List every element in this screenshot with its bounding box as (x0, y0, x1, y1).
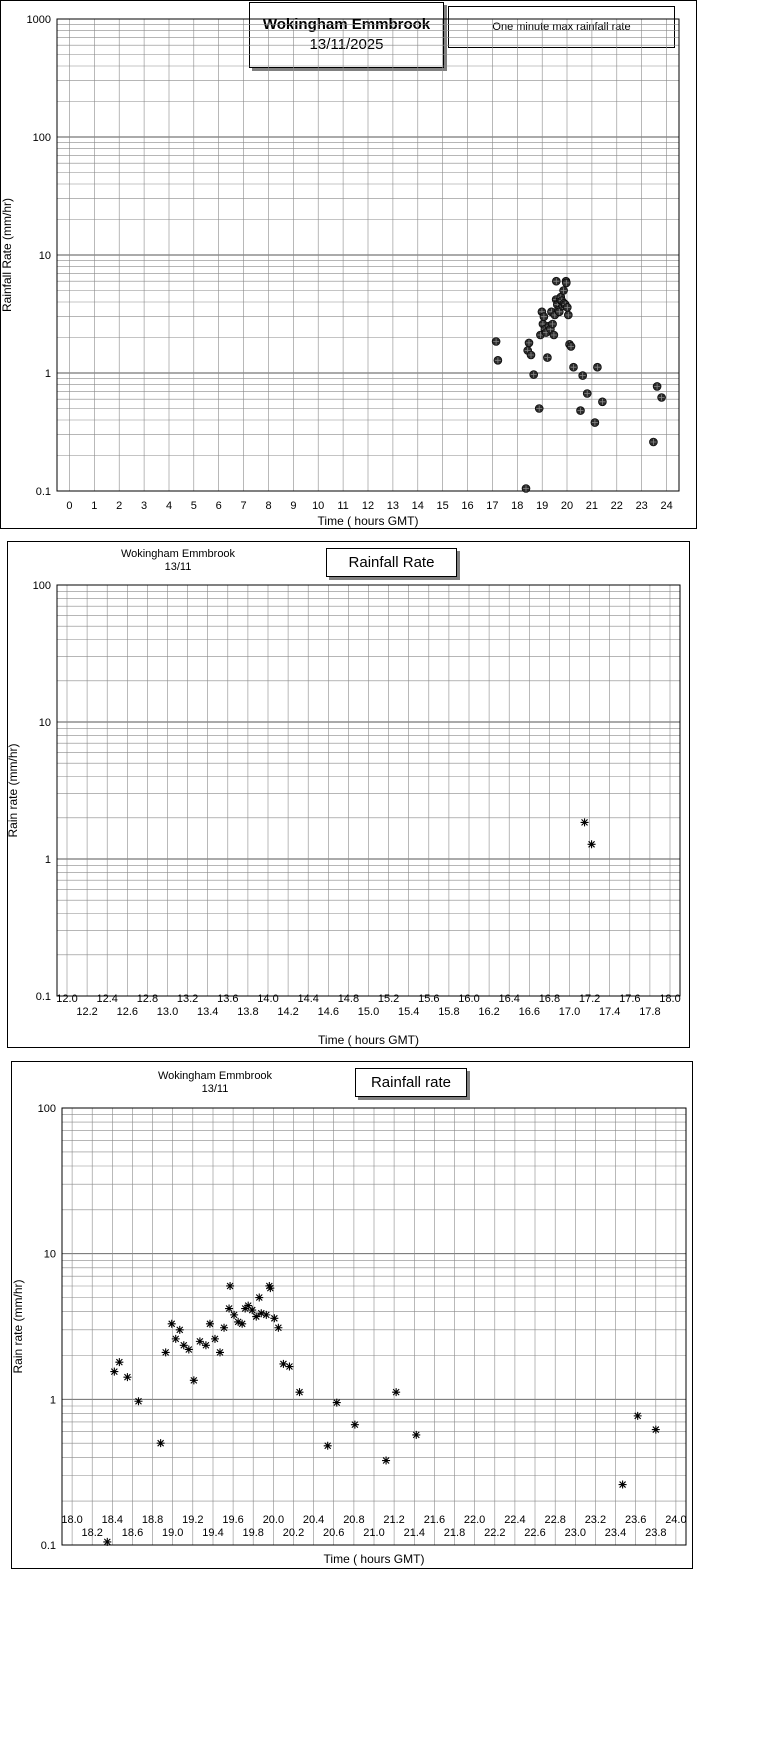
y-tick-label: 1000 (26, 14, 51, 26)
data-point (351, 1421, 359, 1429)
x-tick-label: 17.6 (619, 993, 641, 1005)
x-tick-label: 14.6 (317, 1006, 340, 1018)
x-tick-label: 13 (386, 500, 400, 512)
x-tick-label: 17.4 (598, 1006, 621, 1018)
data-point (103, 1538, 111, 1546)
chart-3-date: 13/11 (201, 1083, 229, 1095)
x-tick-label: 18.0 (61, 1514, 83, 1526)
data-point (123, 1373, 131, 1381)
x-tick-label: 3 (141, 500, 148, 512)
x-tick-label: 21.4 (403, 1527, 426, 1539)
data-point (270, 1314, 278, 1322)
x-tick-label: 15.0 (357, 1006, 380, 1018)
x-tick-label: 22.0 (463, 1514, 486, 1526)
x-tick-label: 4 (165, 500, 173, 512)
x-tick-label: 13.0 (156, 1006, 179, 1018)
x-tick-label: 20.2 (282, 1527, 305, 1539)
x-tick-label: 21.6 (423, 1514, 446, 1526)
x-tick-label: 17.2 (578, 993, 601, 1005)
y-tick-label: 100 (32, 580, 51, 592)
x-tick-label: 14 (411, 500, 424, 512)
x-tick-label: 16.2 (478, 1006, 500, 1018)
x-tick-label: 20.4 (302, 1514, 325, 1526)
x-tick-label: 17 (486, 500, 499, 512)
data-point (255, 1294, 263, 1302)
data-point (190, 1376, 198, 1384)
x-tick-label: 19 (536, 500, 549, 512)
x-tick-label: 11 (337, 500, 349, 512)
y-tick-label: 0.1 (35, 486, 51, 498)
data-point (176, 1326, 184, 1334)
data-point (296, 1388, 304, 1396)
x-axis-label: Time ( hours GMT) (323, 1552, 425, 1566)
y-axis-label: Rainfall Rate (mm/hr) (0, 197, 14, 313)
x-tick-label: 19.2 (182, 1514, 204, 1526)
x-tick-label: 2 (116, 500, 123, 512)
data-point (211, 1335, 219, 1343)
x-tick-label: 18.0 (659, 993, 681, 1005)
x-tick-label: 13.8 (237, 1006, 259, 1018)
x-tick-label: 23.8 (645, 1527, 667, 1539)
data-point (652, 1426, 660, 1434)
x-tick-label: 23.0 (564, 1527, 587, 1539)
data-point (206, 1320, 214, 1328)
data-point (230, 1311, 238, 1319)
data-point (185, 1345, 193, 1353)
data-point (262, 1311, 270, 1319)
x-tick-label: 24 (660, 500, 673, 512)
y-axis-label: Rain rate (mm/hr) (6, 743, 20, 838)
x-tick-label: 5 (190, 500, 197, 512)
x-tick-label: 22.6 (524, 1527, 546, 1539)
data-point (157, 1439, 165, 1447)
data-point (634, 1412, 642, 1420)
x-tick-label: 22.8 (544, 1514, 566, 1526)
data-point (412, 1431, 420, 1439)
x-tick-label: 12.2 (76, 1006, 98, 1018)
x-tick-label: 19.4 (202, 1527, 224, 1539)
y-tick-label: 10 (38, 717, 51, 729)
data-point (172, 1335, 180, 1343)
x-tick-label: 21.0 (363, 1527, 385, 1539)
x-tick-label: 10 (312, 500, 325, 512)
x-axis-label: Time ( hours GMT) (317, 514, 419, 528)
x-tick-label: 7 (240, 500, 247, 512)
data-point (266, 1284, 274, 1292)
data-point (333, 1399, 341, 1407)
x-tick-label: 16.4 (498, 993, 520, 1005)
data-point (324, 1442, 332, 1450)
chart-1-legend-label: One minute max rainfall rate (492, 21, 631, 33)
x-tick-label: 14.4 (297, 993, 319, 1005)
data-point (274, 1324, 282, 1332)
chart-1-date: 13/11/2025 (309, 36, 384, 53)
y-tick-label: 100 (32, 132, 51, 144)
x-axis-label: Time ( hours GMT) (318, 1033, 419, 1047)
x-tick-label: 18 (511, 500, 524, 512)
data-point (619, 1481, 627, 1489)
x-tick-label: 22.4 (504, 1514, 526, 1526)
x-tick-label: 20.6 (322, 1527, 345, 1539)
data-point (115, 1358, 123, 1366)
x-tick-label: 21.2 (383, 1514, 405, 1526)
data-point (226, 1282, 234, 1290)
y-tick-label: 0.1 (35, 991, 51, 1003)
x-tick-label: 24.0 (665, 1514, 687, 1526)
data-point (134, 1397, 142, 1405)
x-tick-label: 20 (560, 500, 574, 512)
x-tick-label: 18.6 (121, 1527, 144, 1539)
data-point (285, 1363, 293, 1371)
x-tick-label: 15.6 (418, 993, 440, 1005)
y-tick-label: 1 (44, 854, 51, 866)
chart-2-title: Rainfall Rate (348, 554, 435, 571)
x-tick-label: 12.6 (116, 1006, 139, 1018)
y-tick-label: 1 (44, 368, 51, 380)
x-tick-label: 8 (265, 500, 272, 512)
x-tick-label: 13.6 (217, 993, 239, 1005)
x-tick-label: 9 (290, 500, 297, 512)
data-point (238, 1320, 246, 1328)
data-point (248, 1306, 256, 1314)
x-tick-label: 18.8 (141, 1514, 164, 1526)
y-tick-label: 10 (38, 250, 51, 262)
x-tick-label: 12.4 (96, 993, 118, 1005)
x-tick-label: 12.8 (136, 993, 159, 1005)
x-tick-label: 15.8 (438, 1006, 460, 1018)
x-tick-label: 19.6 (222, 1514, 244, 1526)
data-point (196, 1337, 204, 1345)
x-tick-label: 12 (361, 500, 375, 512)
y-tick-label: 10 (43, 1248, 56, 1261)
x-tick-label: 16 (461, 500, 474, 512)
data-point (180, 1341, 188, 1349)
x-tick-label: 21 (585, 500, 599, 512)
x-tick-label: 15.4 (397, 1006, 420, 1018)
x-tick-label: 16.8 (538, 993, 561, 1005)
chart-3-station: Wokingham Emmbrook (157, 1070, 273, 1082)
x-tick-label: 23.6 (624, 1514, 647, 1526)
x-tick-label: 13.2 (176, 993, 199, 1005)
x-tick-label: 19.8 (242, 1527, 264, 1539)
data-point (382, 1457, 390, 1465)
x-tick-label: 15.2 (377, 993, 400, 1005)
data-point (216, 1348, 224, 1356)
x-tick-label: 23.2 (584, 1514, 607, 1526)
x-tick-label: 18.2 (81, 1527, 103, 1539)
x-tick-label: 20.0 (262, 1514, 285, 1526)
x-tick-label: 1 (91, 500, 98, 512)
y-tick-label: 0.1 (40, 1540, 56, 1552)
x-tick-label: 16.6 (518, 1006, 541, 1018)
y-tick-label: 1 (49, 1394, 56, 1407)
chart-2-station: Wokingham Emmbrook (120, 548, 236, 560)
y-tick-label: 100 (37, 1103, 56, 1115)
x-tick-label: 23.4 (604, 1527, 627, 1539)
x-tick-label: 16.0 (458, 993, 480, 1005)
x-tick-label: 12.0 (56, 993, 78, 1005)
x-tick-label: 20.8 (343, 1514, 365, 1526)
chart-1-station: Wokingham Emmbrook (262, 16, 431, 33)
x-tick-label: 13.4 (196, 1006, 219, 1018)
x-tick-label: 14.0 (257, 993, 279, 1005)
chart-3-title: Rainfall rate (370, 1074, 452, 1091)
data-point (168, 1320, 176, 1328)
data-point (202, 1341, 210, 1349)
x-tick-label: 17.0 (558, 1006, 581, 1018)
chart-2-date: 13/11 (164, 561, 192, 573)
data-point (220, 1324, 228, 1332)
x-tick-label: 14.8 (337, 993, 360, 1005)
data-point (162, 1348, 170, 1356)
x-tick-label: 18.4 (101, 1514, 124, 1526)
x-tick-label: 6 (215, 500, 222, 512)
data-point (392, 1388, 400, 1396)
data-point (225, 1305, 233, 1313)
x-tick-label: 19.0 (161, 1527, 184, 1539)
y-axis-label: Rain rate (mm/hr) (11, 1279, 25, 1374)
x-tick-label: 15 (436, 500, 449, 512)
x-tick-label: 22.2 (484, 1527, 506, 1539)
x-tick-label: 14.2 (277, 1006, 299, 1018)
x-tick-label: 17.8 (639, 1006, 661, 1018)
x-tick-label: 22 (610, 500, 623, 512)
x-tick-label: 0 (66, 500, 73, 512)
x-tick-label: 21.8 (443, 1527, 466, 1539)
data-point (110, 1368, 118, 1376)
x-tick-label: 23 (635, 500, 648, 512)
